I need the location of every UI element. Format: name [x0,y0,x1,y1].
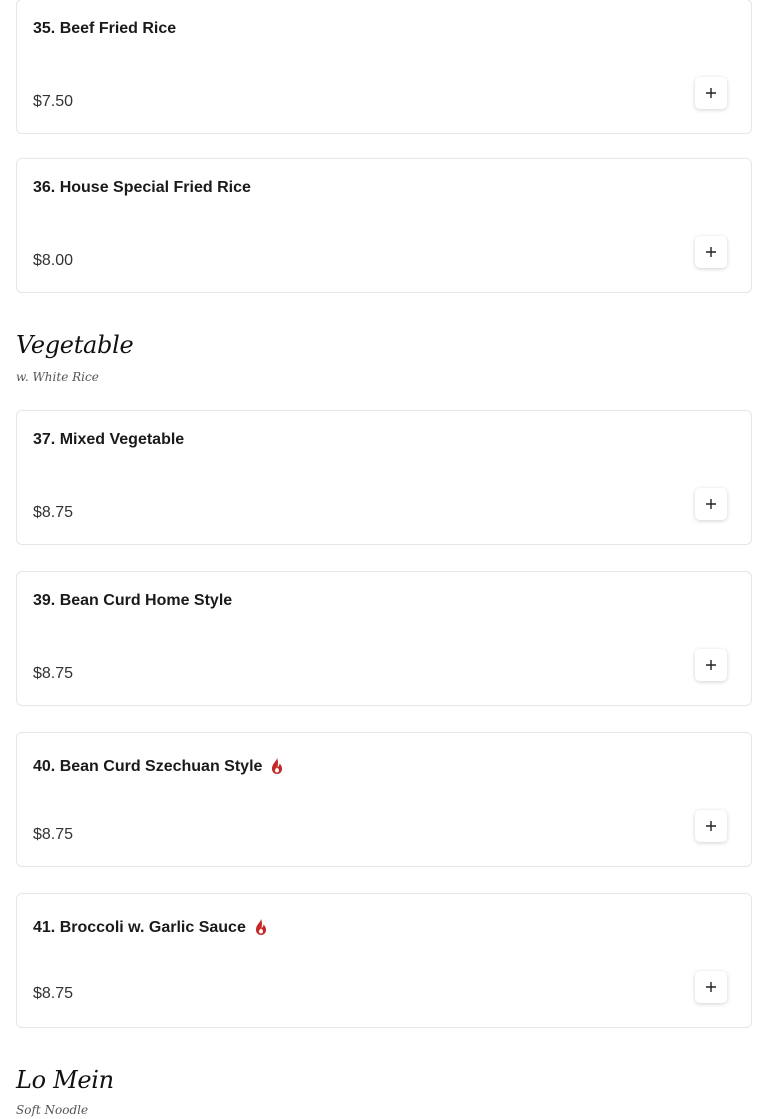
menu-item-name: 40. Bean Curd Szechuan Style [33,757,285,777]
section-subtitle: Soft Noodle [16,1103,89,1117]
menu-item-price: $8.00 [33,252,74,269]
menu-item-name: 35. Beef Fried Rice [33,20,177,37]
menu-item-card[interactable] [16,0,752,134]
menu-item-name: 41. Broccoli w. Garlic Sauce [33,918,269,938]
menu-item-price: $8.75 [33,826,74,843]
section-subtitle: w. White Rice [16,370,99,384]
add-to-cart-button[interactable] [695,810,727,842]
menu-item-card[interactable] [16,893,752,1028]
menu-item-name: 36. House Special Fried Rice [33,179,251,196]
plus-icon [705,659,717,671]
flame-icon [253,918,269,938]
menu-item-card[interactable] [16,410,752,545]
section-title: Lo Mein [16,1066,114,1094]
plus-icon [705,498,717,510]
plus-icon [705,981,717,993]
menu-item-name: 37. Mixed Vegetable [33,431,185,448]
menu-item-card[interactable] [16,571,752,706]
menu-item-price: $8.75 [33,985,74,1002]
flame-icon [269,757,285,777]
menu-item-card[interactable] [16,158,752,293]
plus-icon [705,246,717,258]
section-title: Vegetable [16,331,134,359]
menu-item-name: 39. Bean Curd Home Style [33,592,233,609]
menu-item-price: $8.75 [33,665,74,682]
add-to-cart-button[interactable] [695,971,727,1003]
plus-icon [705,820,717,832]
add-to-cart-button[interactable] [695,77,727,109]
add-to-cart-button[interactable] [695,236,727,268]
add-to-cart-button[interactable] [695,649,727,681]
menu-item-price: $8.75 [33,504,74,521]
menu-item-card[interactable] [16,732,752,867]
plus-icon [705,87,717,99]
add-to-cart-button[interactable] [695,488,727,520]
menu-item-price: $7.50 [33,93,74,110]
